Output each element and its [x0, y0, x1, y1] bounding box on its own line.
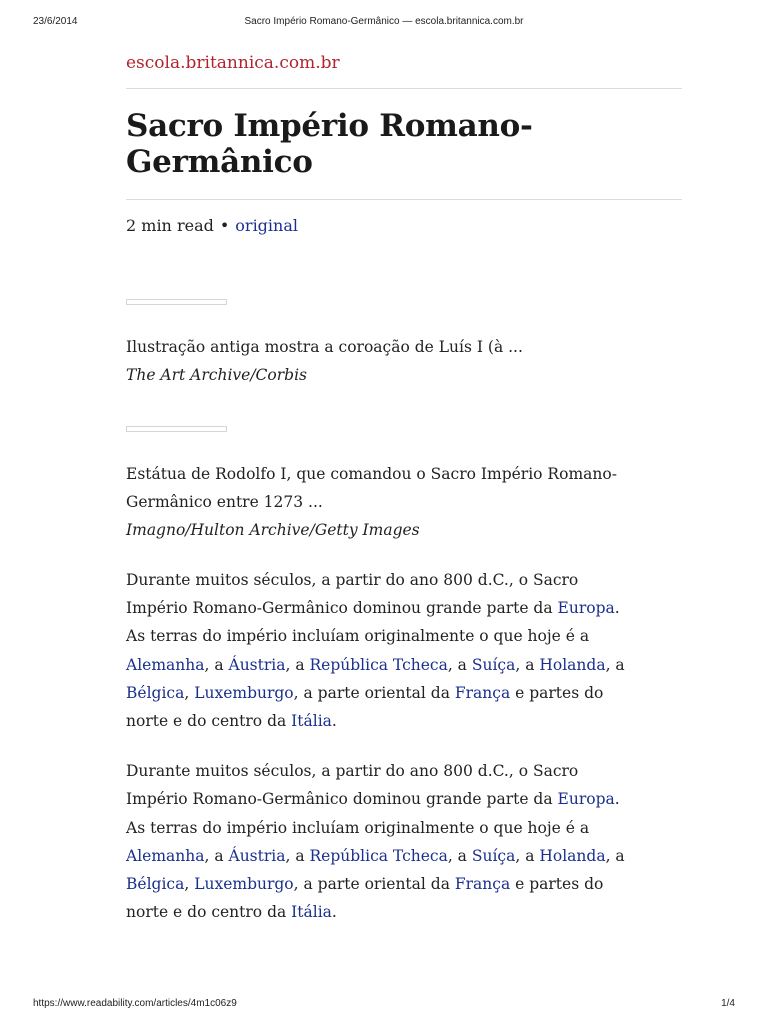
article-title — [126, 108, 682, 180]
paragraph-text: As terras do império incluíam originalmente o que hoje é a — [126, 627, 590, 646]
print-url: https://www.readability.com/articles/4m1c06z9 — [33, 998, 237, 1009]
paragraph-text: , a — [285, 655, 310, 674]
paragraph-text: . — [614, 790, 620, 809]
caption-text: Germânico entre 1273 ... — [126, 493, 323, 511]
paragraph-text: , — [184, 683, 195, 702]
caption-credit: The Art Archive/Corbis — [126, 366, 307, 384]
link-republica-tcheca[interactable]: República Tcheca — [309, 846, 448, 865]
image-placeholder — [126, 299, 227, 305]
figure-caption — [126, 460, 682, 544]
original-link[interactable]: original — [235, 216, 298, 235]
meta-separator: • — [219, 216, 230, 235]
paragraph-text: Império Romano-Germânico dominou grande parte da — [126, 599, 558, 618]
figure-caption — [126, 333, 682, 389]
link-belgica[interactable]: Bélgica — [126, 875, 185, 894]
link-austria[interactable]: Áustria — [228, 655, 286, 674]
title-line-1: Sacro Império Romano- — [126, 108, 533, 144]
link-italia[interactable]: Itália — [291, 903, 332, 922]
link-europa[interactable]: Europa — [557, 599, 615, 618]
link-luxemburgo[interactable]: Luxemburgo — [194, 875, 294, 894]
title-line-2: Germânico — [126, 144, 313, 180]
paragraph-text: , a — [515, 655, 540, 674]
link-holanda[interactable]: Holanda — [539, 655, 606, 674]
paragraph-text: , a — [515, 846, 540, 865]
read-time: 2 min read — [126, 216, 214, 235]
link-franca[interactable]: França — [454, 875, 511, 894]
paragraph-text: , a — [285, 846, 310, 865]
article — [126, 50, 682, 926]
print-footer — [33, 998, 735, 1014]
link-italia[interactable]: Itália — [291, 712, 332, 731]
link-belgica[interactable]: Bélgica — [126, 683, 185, 702]
print-header — [33, 16, 735, 32]
paragraph-text: As terras do império incluíam originalmente o que hoje é a — [126, 818, 590, 837]
caption-text: Ilustração antiga mostra a coroação de Luís I (à ... — [126, 338, 523, 356]
paragraph-text: , a parte oriental da — [293, 875, 455, 894]
link-suica[interactable]: Suíça — [471, 846, 516, 865]
paragraph-text: , a parte oriental da — [293, 683, 455, 702]
link-alemanha[interactable]: Alemanha — [126, 655, 205, 674]
paragraph-text: Durante muitos séculos, a partir do ano 800 d.C., o Sacro — [126, 571, 579, 589]
print-page-title: Sacro Império Romano-Germânico — escola.britannica.com.br — [244, 16, 524, 27]
image-placeholder — [126, 426, 227, 432]
link-holanda[interactable]: Holanda — [539, 846, 606, 865]
paragraph-text: , a — [605, 655, 625, 674]
paragraph-text: norte e do centro da — [126, 903, 292, 922]
paragraph-text: Durante muitos séculos, a partir do ano 800 d.C., o Sacro — [126, 762, 579, 781]
page-counter: 1/4 — [721, 998, 735, 1009]
link-republica-tcheca[interactable]: República Tcheca — [309, 655, 448, 674]
caption-text: Estátua de Rodolfo I, que comandou o Sacro Império Romano- — [126, 465, 617, 483]
paragraph-text: e partes do — [510, 683, 604, 702]
divider — [126, 199, 682, 200]
link-suica[interactable]: Suíça — [471, 655, 516, 674]
paragraph-text: , a — [204, 655, 229, 674]
link-alemanha[interactable]: Alemanha — [126, 846, 205, 865]
link-europa[interactable]: Europa — [557, 790, 615, 809]
paragraph-text: , — [184, 875, 195, 894]
paragraph-text: . — [331, 903, 337, 922]
paragraph-text: , a — [204, 846, 229, 865]
article-meta — [126, 214, 682, 238]
paragraph-text: , a — [447, 655, 472, 674]
article-body — [126, 566, 682, 926]
paragraph-text: , a — [447, 846, 472, 865]
caption-credit: Imagno/Hulton Archive/Getty Images — [126, 521, 420, 539]
link-austria[interactable]: Áustria — [228, 846, 286, 865]
paragraph — [126, 757, 682, 926]
paragraph — [126, 566, 682, 735]
paragraph-text: Império Romano-Germânico dominou grande parte da — [126, 790, 558, 809]
link-franca[interactable]: França — [454, 683, 511, 702]
paragraph-text: norte e do centro da — [126, 712, 292, 731]
divider — [126, 88, 682, 89]
paragraph-text: . — [331, 712, 337, 731]
link-luxemburgo[interactable]: Luxemburgo — [194, 683, 294, 702]
print-date: 23/6/2014 — [33, 16, 78, 27]
paragraph-text: . — [614, 599, 620, 618]
paragraph-text: e partes do — [510, 875, 604, 894]
paragraph-text: , a — [605, 846, 625, 865]
site-link[interactable]: escola.britannica.com.br — [126, 53, 340, 73]
